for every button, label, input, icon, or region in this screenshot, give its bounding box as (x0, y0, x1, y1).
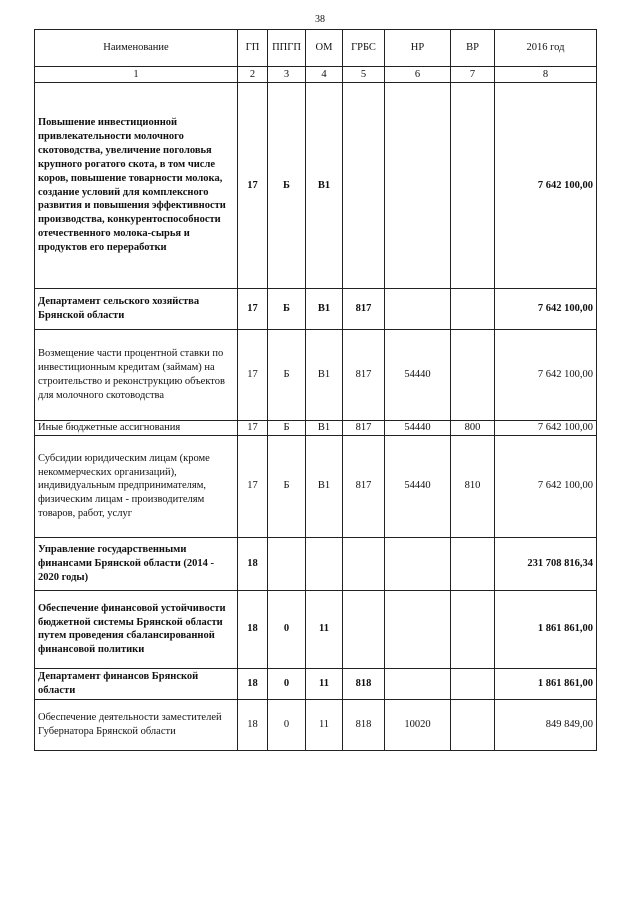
row-om: В1 (306, 421, 343, 436)
row-ppgp: Б (268, 83, 306, 289)
row-nr (385, 537, 451, 590)
row-gp: 17 (238, 435, 268, 537)
row-nr (385, 590, 451, 668)
page-number: 38 (315, 14, 325, 25)
row-amount: 7 642 100,00 (495, 435, 597, 537)
row-name: Обеспечение финансовой устойчивости бюджетной системы Брянской области путем проведения сбалансированной финансовой политики (35, 590, 238, 668)
row-grbs: 817 (343, 435, 385, 537)
row-nr (385, 668, 451, 699)
row-name: Департамент сельского хозяйства Брянской области (35, 289, 238, 330)
header-name: Наименование (35, 30, 238, 67)
row-amount: 849 849,00 (495, 699, 597, 750)
table-row (35, 289, 597, 330)
row-om: В1 (306, 330, 343, 421)
row-name: Департамент финансов Брянской области (35, 668, 238, 699)
row-vr (451, 289, 495, 330)
table-row (35, 537, 597, 590)
header-om: ОМ (306, 30, 343, 67)
row-name: Субсидии юридическим лицам (кроме некоммерческих организаций), индивидуальным предпринимателям, физическим лицам - производителям товаров, работ, услуг (35, 435, 238, 537)
row-vr (451, 668, 495, 699)
row-vr (451, 83, 495, 289)
row-nr (385, 83, 451, 289)
row-vr: 800 (451, 421, 495, 436)
row-amount: 1 861 861,00 (495, 590, 597, 668)
row-ppgp: Б (268, 435, 306, 537)
row-vr (451, 330, 495, 421)
row-gp: 18 (238, 590, 268, 668)
column-number: 2 (238, 67, 268, 83)
row-amount: 231 708 816,34 (495, 537, 597, 590)
row-om: 11 (306, 668, 343, 699)
row-vr: 810 (451, 435, 495, 537)
row-om: В1 (306, 83, 343, 289)
row-name: Управление государственными финансами Брянской области (2014 - 2020 годы) (35, 537, 238, 590)
header-nr: НР (385, 30, 451, 67)
row-gp: 18 (238, 699, 268, 750)
row-gp: 17 (238, 83, 268, 289)
row-vr (451, 537, 495, 590)
table-row (35, 421, 597, 436)
table-row (35, 590, 597, 668)
row-nr: 54440 (385, 421, 451, 436)
table-row (35, 330, 597, 421)
row-grbs: 817 (343, 421, 385, 436)
row-ppgp: Б (268, 421, 306, 436)
column-number: 3 (268, 67, 306, 83)
row-grbs (343, 537, 385, 590)
row-gp: 17 (238, 289, 268, 330)
row-ppgp: Б (268, 289, 306, 330)
header-grbs: ГРБС (343, 30, 385, 67)
table-row (35, 435, 597, 537)
row-grbs: 817 (343, 289, 385, 330)
row-om: В1 (306, 289, 343, 330)
row-gp: 18 (238, 668, 268, 699)
row-amount: 7 642 100,00 (495, 83, 597, 289)
row-ppgp: 0 (268, 668, 306, 699)
header-gp: ГП (238, 30, 268, 67)
row-nr: 10020 (385, 699, 451, 750)
row-grbs: 818 (343, 668, 385, 699)
table-row (35, 668, 597, 699)
row-name: Иные бюджетные ассигнования (35, 421, 238, 436)
row-om (306, 537, 343, 590)
column-number: 8 (495, 67, 597, 83)
row-om: 11 (306, 590, 343, 668)
row-grbs (343, 83, 385, 289)
table-row (35, 83, 597, 289)
column-number: 6 (385, 67, 451, 83)
row-ppgp: 0 (268, 699, 306, 750)
row-name: Обеспечение деятельности заместителей Губернатора Брянской области (35, 699, 238, 750)
row-grbs (343, 590, 385, 668)
row-gp: 18 (238, 537, 268, 590)
column-number-row (35, 67, 597, 83)
column-number: 7 (451, 67, 495, 83)
row-vr (451, 590, 495, 668)
row-amount: 1 861 861,00 (495, 668, 597, 699)
row-amount: 7 642 100,00 (495, 421, 597, 436)
header-vr: ВР (451, 30, 495, 67)
column-number: 5 (343, 67, 385, 83)
row-gp: 17 (238, 330, 268, 421)
row-nr: 54440 (385, 435, 451, 537)
row-gp: 17 (238, 421, 268, 436)
row-om: 11 (306, 699, 343, 750)
row-ppgp: 0 (268, 590, 306, 668)
header-year: 2016 год (495, 30, 597, 67)
row-nr: 54440 (385, 330, 451, 421)
row-nr (385, 289, 451, 330)
row-om: В1 (306, 435, 343, 537)
column-number: 4 (306, 67, 343, 83)
row-ppgp (268, 537, 306, 590)
row-grbs: 818 (343, 699, 385, 750)
row-name: Возмещение части процентной ставки по инвестиционным кредитам (займам) на строительство и реконструкцию объектов для молочного скотоводства (35, 330, 238, 421)
budget-table (34, 29, 597, 751)
row-amount: 7 642 100,00 (495, 330, 597, 421)
header-row (35, 30, 597, 67)
header-ppgp: ППГП (268, 30, 306, 67)
row-ppgp: Б (268, 330, 306, 421)
row-amount: 7 642 100,00 (495, 289, 597, 330)
row-grbs: 817 (343, 330, 385, 421)
table-row (35, 699, 597, 750)
column-number: 1 (35, 67, 238, 83)
row-name: Повышение инвестиционной привлекательности молочного скотоводства, увеличение поголовья крупного рогатого скота, в том числе коров, повышение товарности молока, создание условий для комплексного развития и повышения эффективности производства, конкурентоспособности отечественного молока-сырья и продуктов его переработки (35, 83, 238, 289)
row-vr (451, 699, 495, 750)
